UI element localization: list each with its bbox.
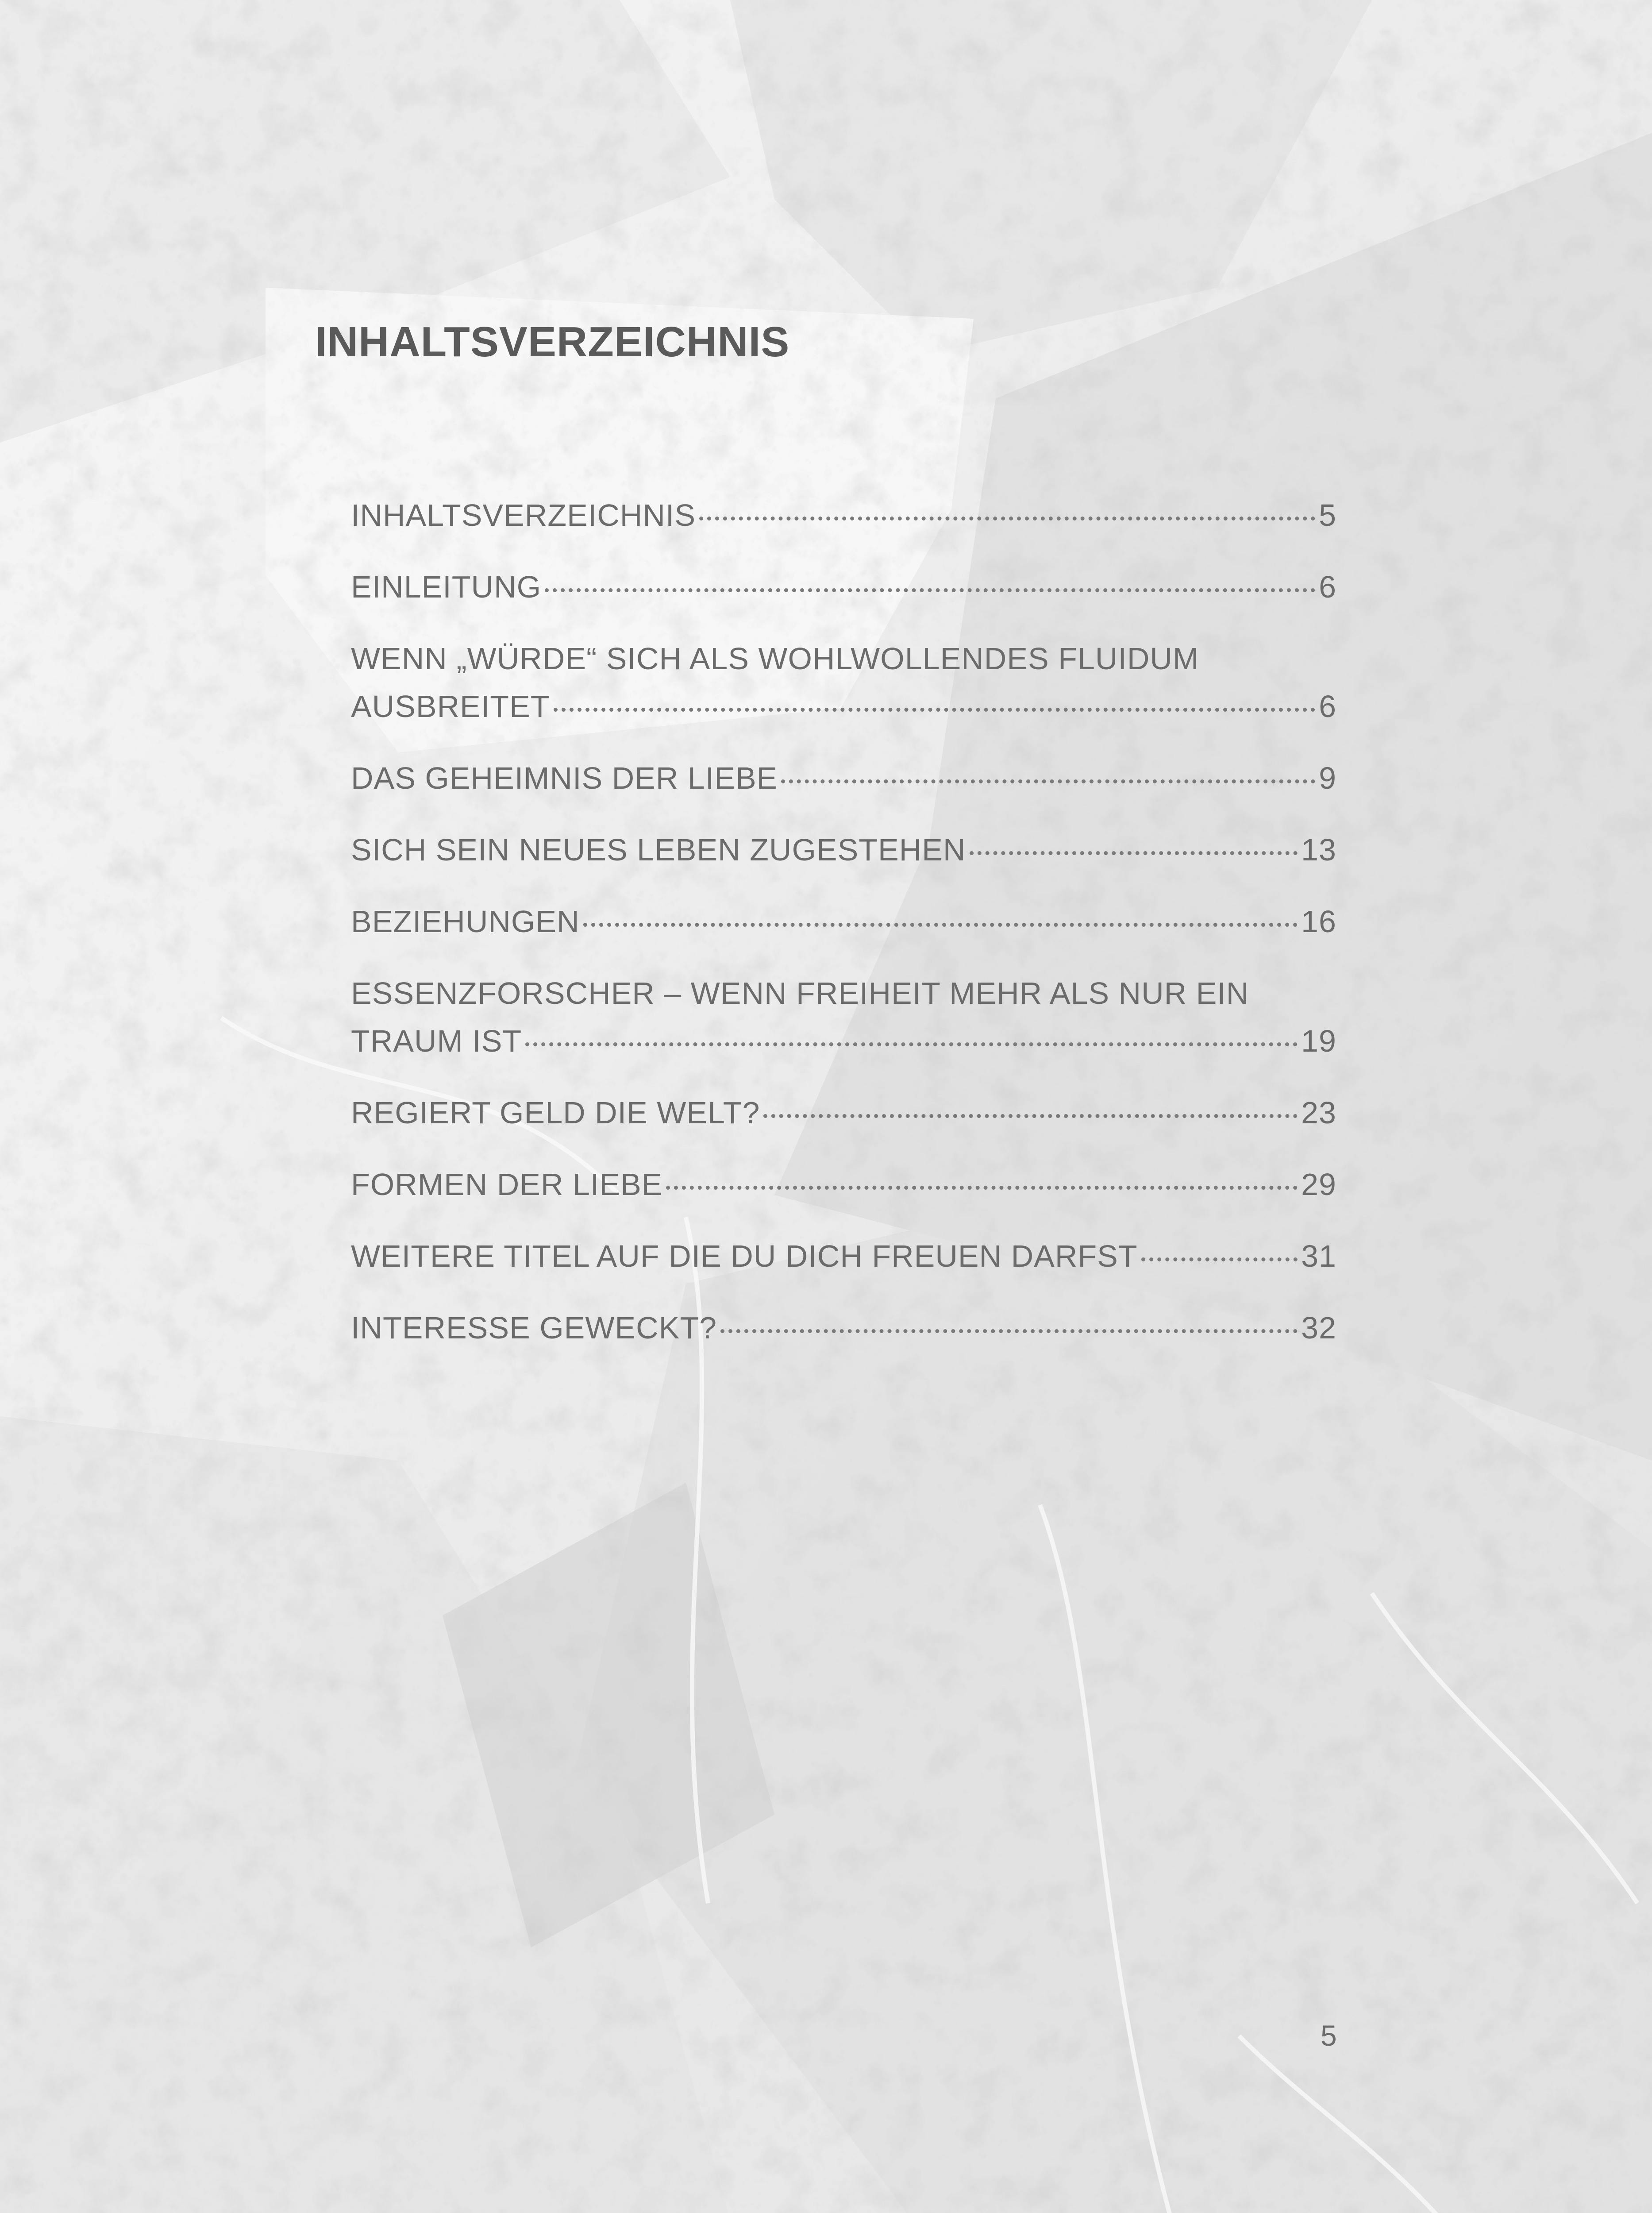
dot-leader bbox=[781, 779, 1315, 783]
toc-entry[interactable] bbox=[351, 563, 1336, 611]
toc-entry-title: DAS GEHEIMNIS DER LIEBE bbox=[351, 761, 778, 795]
toc-entry-title: INHALTSVERZEICHNIS bbox=[351, 498, 696, 532]
toc-entry[interactable] bbox=[351, 898, 1336, 945]
toc-entry-title: TRAUM IST bbox=[351, 1024, 522, 1058]
dot-leader bbox=[699, 517, 1315, 520]
toc-entry[interactable] bbox=[351, 1304, 1336, 1352]
toc-entry-title-line: WENN „WÜRDE“ SICH ALS WOHLWOLLENDES FLUIDUM bbox=[351, 641, 1199, 676]
toc-entry-page: 16 bbox=[1301, 904, 1336, 939]
toc-entry-page: 23 bbox=[1301, 1095, 1336, 1130]
toc-entry-title: INTERESSE GEWECKT? bbox=[351, 1311, 717, 1345]
toc-entry-page: 29 bbox=[1301, 1167, 1336, 1202]
toc-entry[interactable] bbox=[351, 1160, 1336, 1208]
dot-leader bbox=[763, 1114, 1298, 1118]
toc-entry-page: 31 bbox=[1301, 1239, 1336, 1273]
dot-leader bbox=[1141, 1257, 1298, 1261]
toc-entry[interactable] bbox=[351, 1089, 1336, 1137]
page-title: INHALTSVERZEICHNIS bbox=[315, 318, 790, 366]
toc-entry-page: 6 bbox=[1319, 570, 1336, 604]
toc-entry[interactable] bbox=[351, 491, 1336, 539]
toc-entry-title: WEITERE TITEL AUF DIE DU DICH FREUEN DARFST bbox=[351, 1239, 1138, 1273]
toc-entry[interactable] bbox=[351, 969, 1336, 1065]
table-of-contents bbox=[351, 491, 1336, 1376]
toc-entry-page: 13 bbox=[1301, 833, 1336, 867]
toc-entry-title: BEZIEHUNGEN bbox=[351, 904, 580, 939]
dot-leader bbox=[525, 1042, 1298, 1046]
toc-entry-title: FORMEN DER LIEBE bbox=[351, 1167, 663, 1202]
toc-entry-title: EINLEITUNG bbox=[351, 570, 542, 604]
dot-leader bbox=[545, 588, 1315, 592]
toc-entry[interactable] bbox=[351, 826, 1336, 874]
dot-leader bbox=[970, 851, 1298, 855]
toc-entry-page: 32 bbox=[1301, 1311, 1336, 1345]
toc-entry[interactable] bbox=[351, 635, 1336, 730]
toc-entry-title: SICH SEIN NEUES LEBEN ZUGESTEHEN bbox=[351, 833, 966, 867]
toc-entry-page: 6 bbox=[1319, 689, 1336, 724]
toc-entry-page: 19 bbox=[1301, 1024, 1336, 1058]
toc-entry-page: 9 bbox=[1319, 761, 1336, 795]
toc-entry-title-line: ESSENZFORSCHER – WENN FREIHEIT MEHR ALS NUR EIN bbox=[351, 976, 1249, 1010]
dot-leader bbox=[554, 708, 1316, 712]
toc-entry[interactable] bbox=[351, 1232, 1336, 1280]
toc-entry-title: AUSBREITET bbox=[351, 689, 550, 724]
dot-leader bbox=[583, 923, 1298, 927]
toc-entry[interactable] bbox=[351, 754, 1336, 802]
dot-leader bbox=[720, 1329, 1298, 1333]
toc-entry-page: 5 bbox=[1319, 498, 1336, 532]
dot-leader bbox=[666, 1186, 1298, 1190]
toc-entry-title: REGIERT GELD DIE WELT? bbox=[351, 1095, 760, 1130]
page-number: 5 bbox=[1321, 2019, 1337, 2052]
